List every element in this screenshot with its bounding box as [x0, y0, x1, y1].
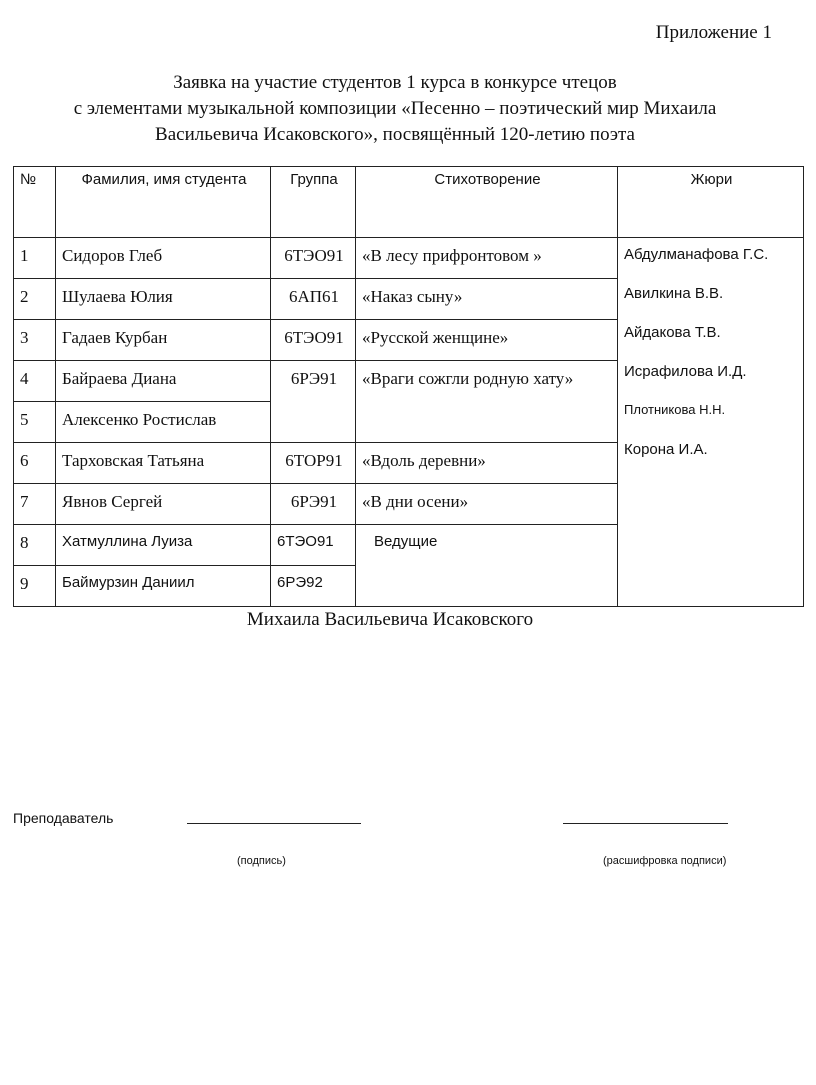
applications-table [13, 166, 804, 607]
header-name: Фамилия, имя студента [56, 167, 271, 238]
document-title [0, 70, 790, 148]
cell-group: 6АП61 [271, 279, 356, 320]
cell-name: Шулаева Юлия [56, 279, 271, 320]
cell-group: 6ТОР91 [271, 443, 356, 484]
cell-num: 4 [14, 361, 56, 402]
header-jury: Жюри [618, 167, 804, 238]
cell-poem: «В дни осени» [356, 484, 618, 525]
cell-group: 6ТЭО91 [271, 525, 356, 566]
cell-group: 6ТЭО91 [271, 320, 356, 361]
cell-group: 6РЭ91 [271, 361, 356, 443]
cell-poem: «Враги сожгли родную хату» [356, 361, 618, 443]
table-row [14, 238, 804, 279]
cell-num: 1 [14, 238, 56, 279]
cell-num: 5 [14, 402, 56, 443]
jury-member: Абдулманафова Г.С. [624, 246, 769, 263]
caption-text: Михаила Васильевича Исаковского [246, 609, 534, 630]
table-header-row [14, 167, 804, 238]
cell-name: Байраева Диана [56, 361, 271, 402]
cell-poem: «Вдоль деревни» [356, 443, 618, 484]
decode-hint: (расшифровка подписи) [603, 855, 727, 867]
cell-poem: Ведущие [356, 525, 618, 607]
header-poem: Стихотворение [356, 167, 618, 238]
signature-line [187, 823, 361, 824]
signature-decode-line [563, 823, 728, 824]
jury-member: Авилкина В.В. [624, 285, 724, 302]
cell-poem: «В лесу прифронтовом » [356, 238, 618, 279]
cell-group: 6ТЭО91 [271, 238, 356, 279]
cell-group: 6РЭ92 [271, 566, 356, 607]
cell-name: Явнов Сергей [56, 484, 271, 525]
cell-name: Алексенко Ростислав [56, 402, 271, 443]
jury-cell [618, 238, 804, 607]
cell-name: Гадаев Курбан [56, 320, 271, 361]
cell-num: 9 [14, 566, 56, 607]
jury-member: Плотникова Н.Н. [624, 402, 726, 417]
cell-num: 6 [14, 443, 56, 484]
title-line-3: Васильевича Исаковского», посвящённый 120-летию поэта [155, 124, 635, 145]
cell-group: 6РЭ91 [271, 484, 356, 525]
header-group: Группа [271, 167, 356, 238]
cell-poem: «Русской женщине» [356, 320, 618, 361]
jury-member: Корона И.А. [624, 441, 708, 458]
cell-num: 3 [14, 320, 56, 361]
cell-num: 8 [14, 525, 56, 566]
jury-member: Исрафилова И.Д. [624, 363, 747, 380]
cell-name: Хатмуллина Луиза [56, 525, 271, 566]
cell-name: Баймурзин Даниил [56, 566, 271, 607]
title-line-1: Заявка на участие студентов 1 курса в конкурсе чтецов [173, 72, 617, 93]
cell-name: Тарховская Татьяна [56, 443, 271, 484]
signature-hint: (подпись) [237, 855, 286, 867]
appendix-label: Приложение 1 [655, 22, 772, 43]
cell-name: Сидоров Глеб [56, 238, 271, 279]
title-line-2: с элементами музыкальной композиции «Песенно – поэтический мир Михаила [73, 98, 717, 119]
cell-num: 7 [14, 484, 56, 525]
jury-member: Айдакова Т.В. [624, 324, 721, 341]
cell-poem: «Наказ сыну» [356, 279, 618, 320]
teacher-label: Преподаватель [13, 810, 114, 826]
cell-num: 2 [14, 279, 56, 320]
header-num: № [14, 167, 56, 238]
